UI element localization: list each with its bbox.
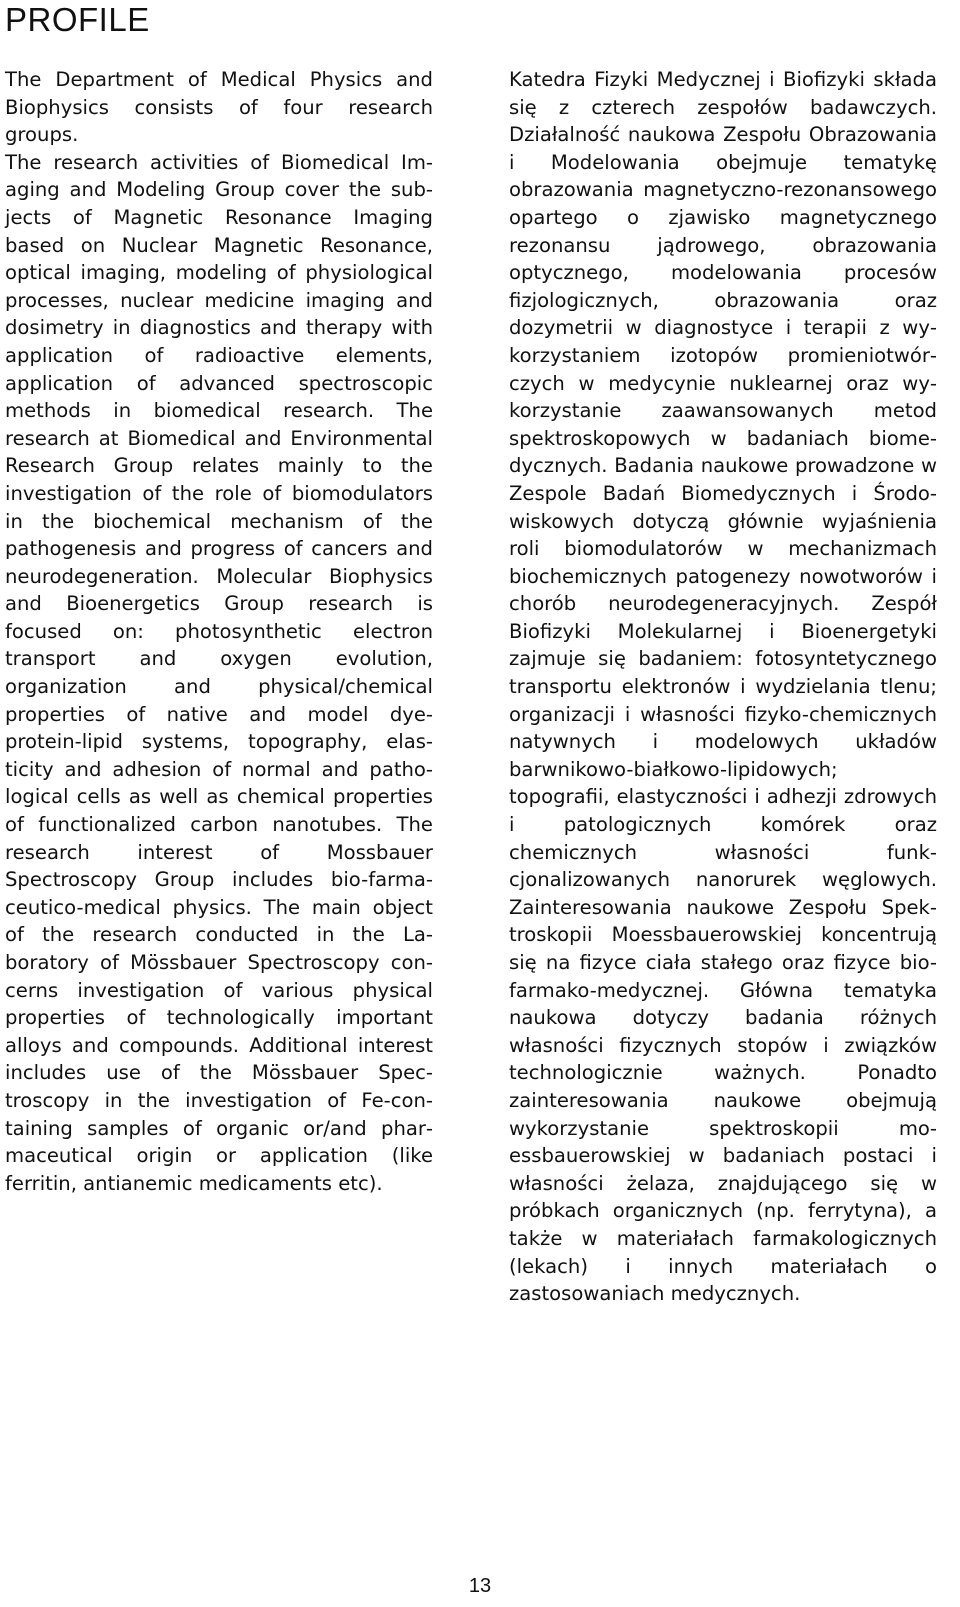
polish-paragraph: Katedra Fizyki Medycznej i Biofizyki składa się z czterech zespołów badawczych. Działalność naukowa Zespołu Obrazowania i Modelowania obejmuje tematykę obrazowania magnetyczno-rezonansowego opartego o zjawisko magnetycznego rezonansu jądrowego, obrazowania optycznego, modelowania procesów fizjologicznych, obrazowania oraz dozymetrii w diagnostyce i terapii z wykorzystaniem izotopów promieniotwórczych w medycynie nuklearnej oraz wykorzystanie zaawansowanych metod spektroskopowych w badaniach biomedycznych. Badania naukowe prowadzone w Zespole Badań Biomedycznych i Środowiskowych dotyczą głównie wyjaśnienia roli biomodulatorów w mechanizmach biochemicznych patogenezy nowotworów i chorób neurodegeneracyjnych. Zespół Biofizyki Molekularnej i Bioenergetyki zajmuje się badaniem: fotosyntetycznego transportu elektronów i wydzielania tlenu; organizacji i własności fizyko-chemicznych natywnych i modelowych układów barwnikowo-białkowo-lipidowych; topografii, elastyczności i adhezji zdrowych i patologicznych komórek oraz chemicznych własności funkcjonalizowanych nanorurek węglowych. Zainteresowania naukowe Zespołu Spektroskopii Moessbauerowskiej koncentrują się na fizyce ciała stałego oraz fizyce bio-farmako-medycznej. Główna tematyka naukowa dotyczy badania różnych własności fizycznych stopów i związków technologicznie ważnych. Ponadto zainteresowania naukowe obejmują wykorzystanie spektroskopii moessbauerowskiej w badaniach postaci i własności żelaza, znajdującego się w próbkach organicznych (np. ferrytyna), a także w materiałach farmakologicznych (lekach) i innych materiałach o zastosowaniach medycznych. bbox=[509, 68, 937, 1306]
page-title: PROFILE bbox=[5, 1, 150, 38]
english-intro-paragraph: The Department of Medical Physics and Biophysics consists of four research groups. bbox=[5, 68, 433, 147]
polish-column bbox=[509, 66, 937, 1308]
page-number: 13 bbox=[468, 1575, 492, 1597]
english-research-paragraph: The research activities of Biomedical Imaging and Modeling Group cover the subjects of Magnetic Resonance Imaging based on Nuclear Magnetic Resonance, optical imaging, modeling of physiological processes, nuclear medicine imaging and dosimetry in diagnostics and therapy with application of radioactive elements, application of advanced spectroscopic methods in biomedical research. The research at Biomedical and Environmental Research Group relates mainly to the investigation of the role of biomodulators in the biochemical mechanism of the pathogenesis and progress of cancers and neurodegeneration. Molecular Biophysics and Bioenergetics Group research is focused on: photosynthetic electron transport and oxygen evolution, organization and physical/chemical properties of native and model dye-protein-lipid systems, topography, elasticity and adhesion of normal and pathological cells as well as chemical properties of functionalized carbon nanotubes. The research interest of Mossbauer Spectroscopy Group includes bio-farmaceutico-medical physics. The main object of the research conducted in the Laboratory of Mössbauer Spectroscopy concerns investigation of various physical properties of technologically important alloys and compounds. Additional interest includes use of the Mössbauer Spectroscopy in the investigation of Fe-containing samples of organic or/and pharmaceutical origin or application (like ferritin, antianemic medicaments etc). bbox=[5, 150, 433, 1195]
english-column bbox=[5, 66, 433, 1197]
